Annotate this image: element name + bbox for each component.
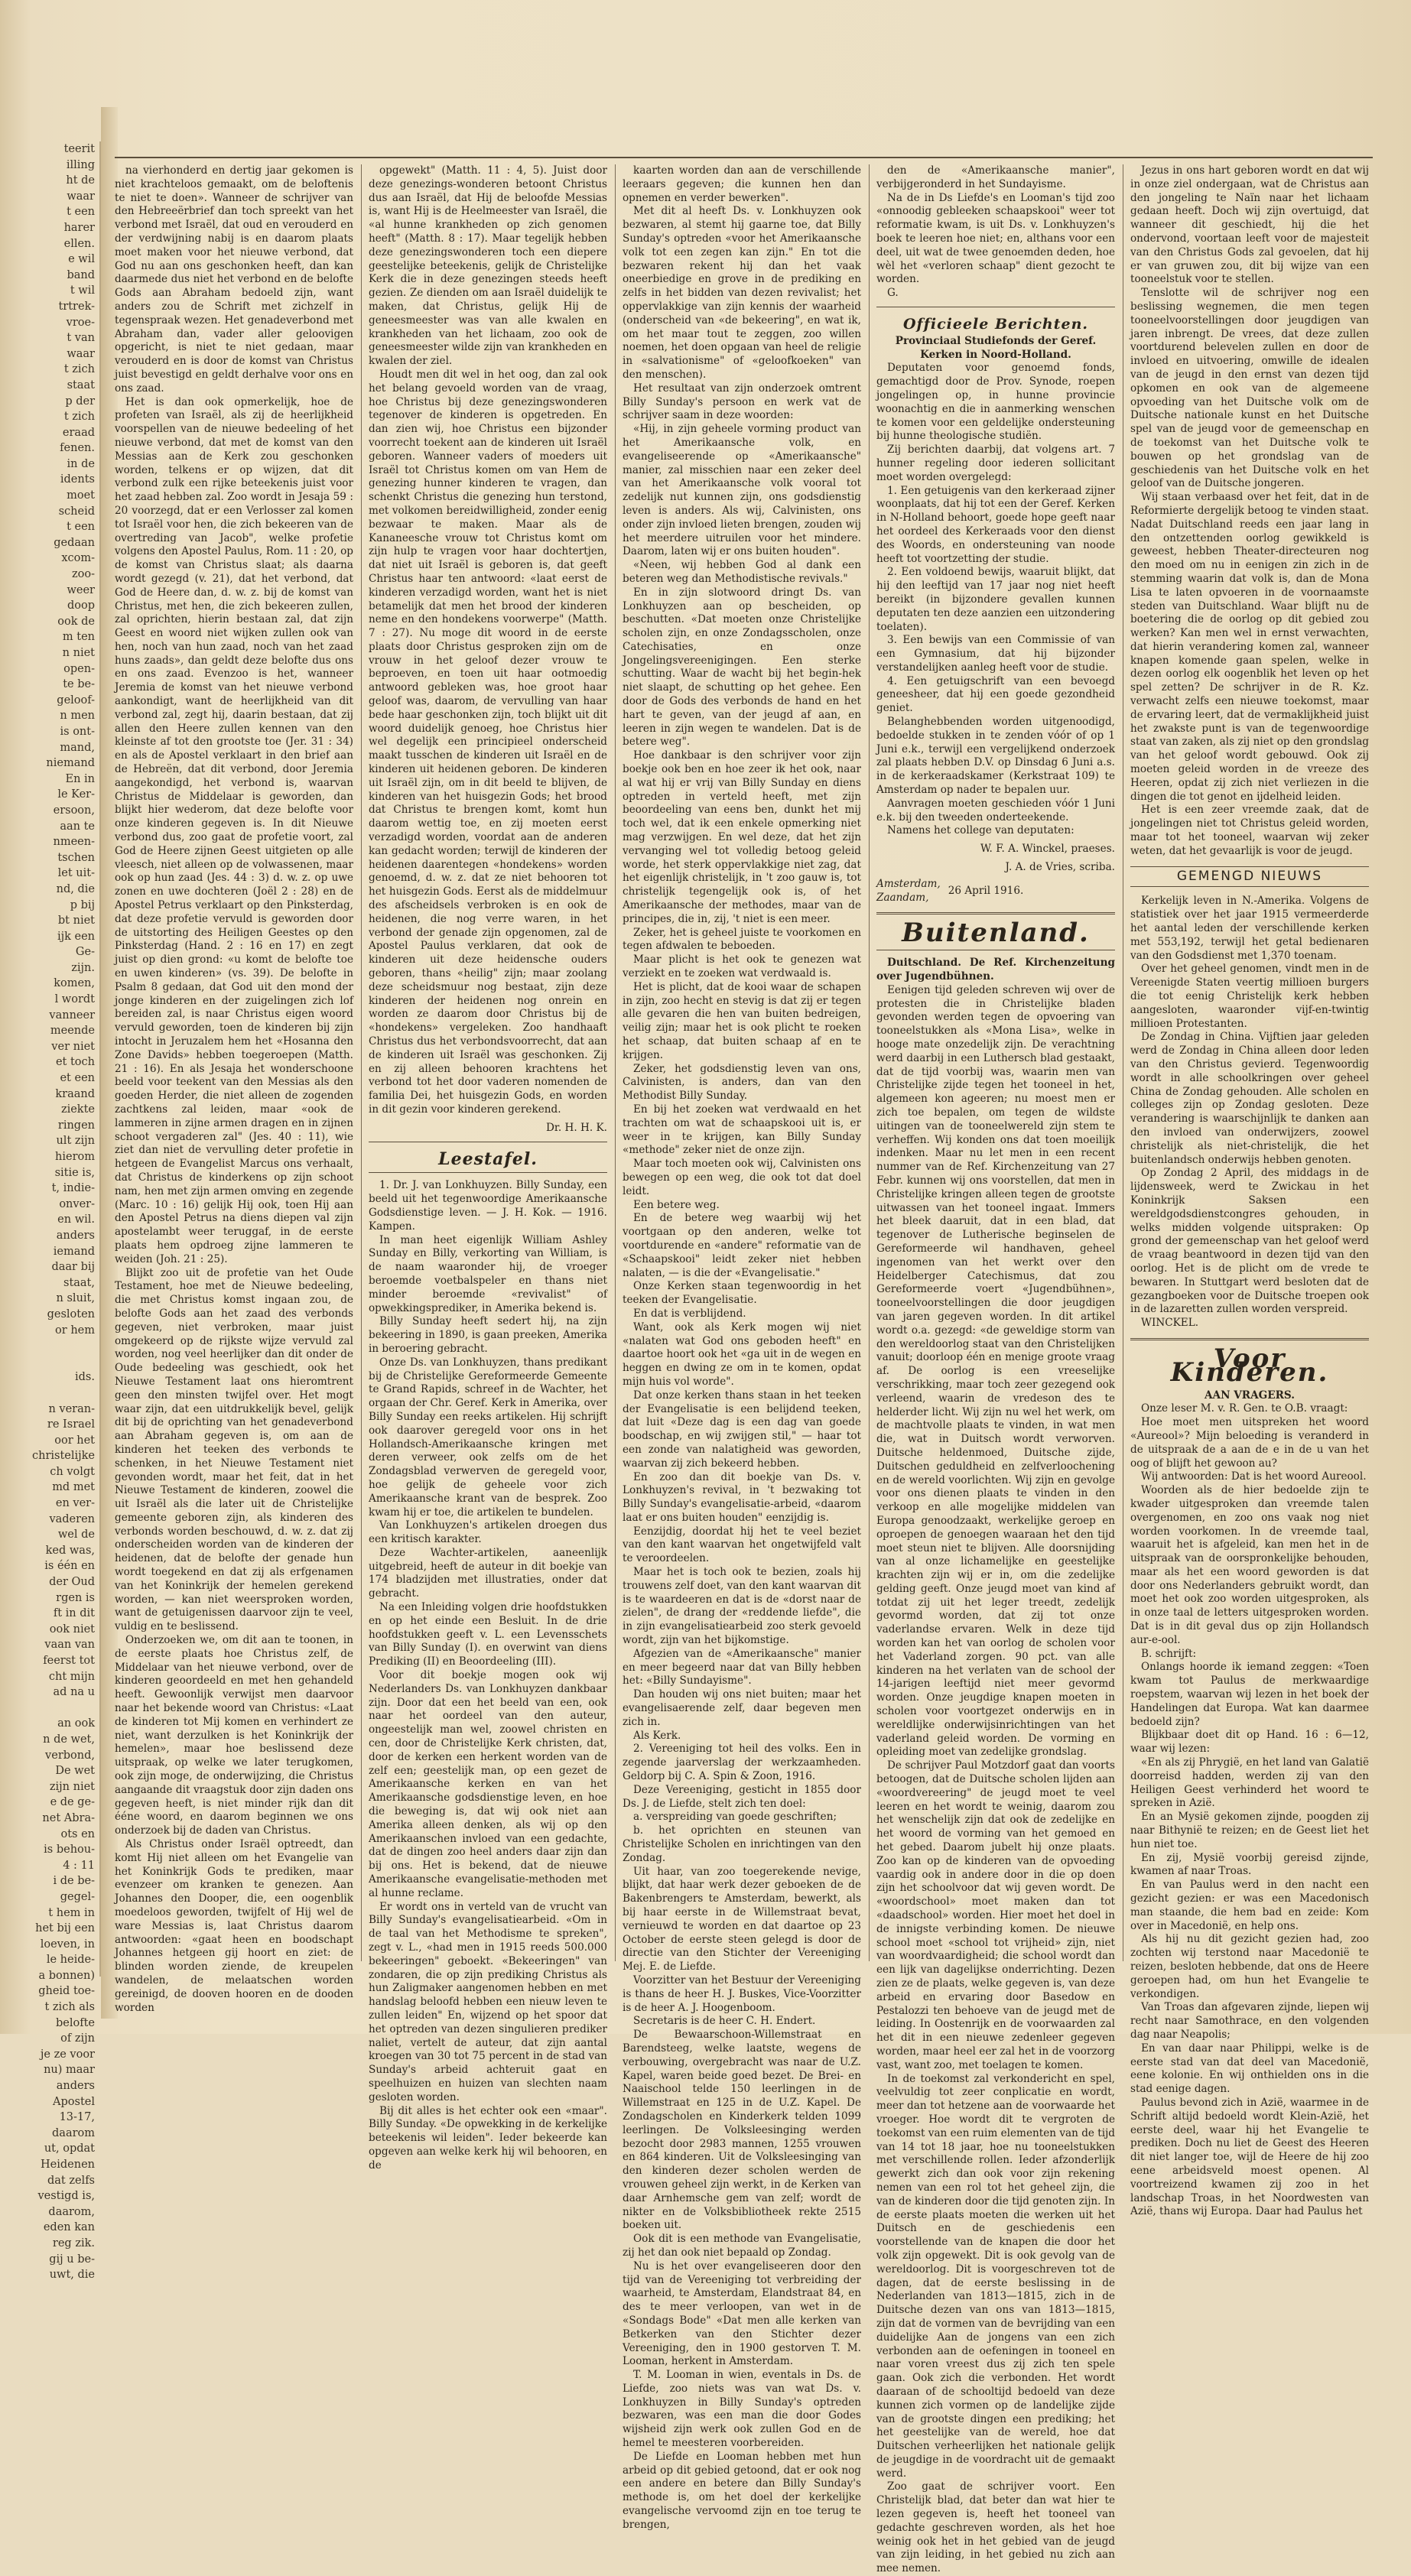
strip-line: daarom bbox=[52, 2126, 95, 2139]
strip-line: t zich als bbox=[44, 2001, 95, 2014]
paragraph: Het resultaat van zijn onderzoek omtrent Billy Sunday's persoon en werk vat de schrijver saam in deze woorden: bbox=[623, 382, 861, 422]
paragraph: 1. Een getuigenis van den kerkeraad zijner woonplaats, dat hij tot een der Geref. Kerken in N-Holland behoort, goede hope geeft naar het oordeel des Kerkeraads voor den dienst des Woords, en ondersteuning van noode heeft tot voortzetting der studie. bbox=[876, 484, 1115, 565]
section-title-gemengd-nieuws: GEMENGD NIEUWS bbox=[1130, 866, 1369, 888]
paragraph: Op Zondag 2 April, des middags in de lijdensweek, werd te Zwickau in het Koninkrijk Saksen een wereldgodsdienstcongres gehouden, in welks midden volgende uitspraken: Op grond der gemeenschap van het geloof werd de vraag beantwoord in dezen tijd van den oorlog. Het is de plicht om de vrede te bewaren. In Stuttgart werd besloten dat de gezangboeken voor de Duitsche troepen ook in de lazaretten zullen worden verspreid. bbox=[1130, 1167, 1369, 1316]
paragraph: kaarten worden dan aan de verschillende leeraars gegeven; die kunnen hen dan opnemen en verder bewerken". bbox=[623, 164, 861, 204]
paragraph: 2. Een voldoend bewijs, waaruit blijkt, dat hij den leeftijd van 17 jaar nog niet heeft bereikt (in bijzondere gevallen kunnen deputaten ten deze aanzien een uitzondering toelaten). bbox=[876, 566, 1115, 633]
strip-line: reg zik. bbox=[52, 2237, 95, 2250]
officieele-signature-2: J. A. de Vries, scriba. bbox=[1005, 861, 1115, 874]
buitenland-body bbox=[876, 984, 1115, 2576]
strip-line: daarom, bbox=[48, 2205, 95, 2218]
strip-line: let uit- bbox=[57, 867, 95, 880]
strip-line: En in bbox=[65, 772, 95, 785]
strip-line: ots en bbox=[60, 1827, 95, 1840]
strip-line: het bij een bbox=[35, 1922, 95, 1935]
strip-line: eraad bbox=[62, 426, 95, 439]
strip-line: ad na u bbox=[53, 1686, 95, 1699]
strip-line: of zijn bbox=[60, 2032, 95, 2045]
paragraph: Paulus bevond zich in Azië, waarmee in de Schrift altijd bedoeld wordt Klein-Azië, het eerste deel, waar hij het Evangelie te prediken. Doch nu liet de Geest des Heeren dit niet langer toe, wijl de Heere de hij zoo eene arbeidsveld moest openen. Al voortreizend kwamen zij zoo in het landschap Troas, in het Noordwesten van Azië, thans wij Europa. Daar had Paulus het bbox=[1130, 2096, 1369, 2218]
paragraph: Als hij nu dit gezicht gezien had, zoo zochten wij terstond naar Macedonië te reizen, besloten hebbende, dat ons de Heere geroepen had, om hun het Evangelie te verkondigen. bbox=[1130, 1933, 1369, 2000]
paragraph: En an Mysië gekomen zijnde, poogden zij naar Bithynië te reizen; en de Geest liet het hun niet toe. bbox=[1130, 1811, 1369, 1850]
strip-line: scheid bbox=[58, 505, 95, 518]
paragraph: Namens het college van deputaten: bbox=[887, 824, 1075, 837]
paragraph: Zoo gaat de schrijver voort. Een Christelijk blad, dat beter dan wat hier te lezen gegeven is, heeft het tooneel van gedachte geschreven worden, als het hoe weinig ook het in het gebied van de jeugd van zijn leiding, in het gebied nu zich aan mee nemen. bbox=[876, 2480, 1115, 2575]
paragraph: Als Kerk. bbox=[633, 1729, 681, 1742]
strip-line: ht de bbox=[66, 174, 95, 187]
paragraph: Dan houden wij ons niet buiten; maar het evangelisaerende zelf, daar begeven men zich in. bbox=[623, 1688, 861, 1728]
strip-line: loeven, in bbox=[40, 1938, 95, 1951]
strip-line: ut, opdat bbox=[44, 2142, 95, 2155]
strip-line: m ten bbox=[62, 631, 95, 644]
strip-line: zijn. bbox=[71, 961, 95, 974]
strip-line: en wil. bbox=[57, 1213, 95, 1226]
paragraph: In de toekomst zal verkondericht en spel, veelvuldig tot zeer conplicatie en wordt, meer dan tot hetzene aan de voorwaarde het vroeger. Hoe wordt dit te vergroten de toekomst van een ruim elementen van de tijd van 14 tot 18 jaar, hoe nu tooneelstukken met verschillende rollen. Ieder afzonderlijk gewerkt zich dan ook voor zijn rekening nemen van een rol tot het geheel zijn, die van de kinderen door die tijd genoten zijn. In de eerste plaats moeten die werken uit het Duitsch en de geschiedenis een voorstellende van de knapen die door het volk zijn opgewekt. Dit is ook gevolg van de wereldoorlog. Dit is voorgeschreven tot de dagen, dat de eerste beslissing in de Nederlanden van 1813—1815, zich in de Duitsche dezen van ons van 1813—1815, zijn dat de vormen van de bevrijding van een duidelijke Aan de jongens van een zich verbonden aan de oefeningen in tooneel en naar voren vreest dus zij zich ten spele gaan. Ook zich die verbonden. Het wordt daaraan of de schooltijd bedoeld van deze kunnen zich vormen op de landelijke zijde van de grootste dingen een prediking; het het geestelijke van de wereld, hoe dat Duitschen verheerlijken het nationale gelijk de jeugdige in de voordracht uit de gemaakt werd. bbox=[876, 2072, 1115, 2480]
strip-line: rgen is bbox=[56, 1591, 95, 1604]
paragraph: Voor dit boekje mogen ook wij Nederlanders Ds. van Lonkhuyzen dankbaar zijn. Door dat een het beeld van een, ook naar het oordeel van den auteur, ongeestelijk man wel, zoowel christen en cen, door de Christelijke Kerk christen, dat, door de kerken een herkent worden van de zelf een; geestelijk man, op een gezet de Amerikaansche kerken en van het Amerikaansche godsdienstige leven, en hoe die beweging is, dat wij ook niet aan Amerika alleen denken, als wij op den Amerikaanschen invloed van een gedachte, dat de dingen zoo heel anders daar zijn dan bij ons. Het is bekend, dat de nieuwe Amerikaansche evangelisatie-methoden met al hunne reclame. bbox=[369, 1669, 607, 1899]
strip-line: der Oud bbox=[49, 1576, 95, 1589]
paragraph: a. verspreiding van goede geschriften; bbox=[633, 1811, 837, 1824]
strip-line: oor het bbox=[54, 1434, 95, 1447]
strip-line: verbond, bbox=[45, 1749, 95, 1762]
paragraph: Hoe dankbaar is den schrijver voor zijn boekje ook ben en hoe zeer ik het ook, naar al wat hij er vrij van Billy Sunday en diens optreden in verteld heeft, met zijn beoordeeling van eens ben, dunkt het mij toch wel, dat ik een enkele opmerking niet mag verzwijgen. En wel deze, dat het zijn vervanging wel tot volledig betoog geleid worde, het sterk oppervlakkige niet zag, dat het eigenlijk christelijk, in 't zoo gauw is, tot christelijk tegengelijk ook is, of het Amerikaansche der methodes, maar van de principes, die in, zij, 't niet is een meer. bbox=[623, 749, 861, 925]
strip-line: geloof- bbox=[57, 694, 95, 707]
strip-line: e de ge- bbox=[50, 1796, 95, 1809]
strip-line: waar bbox=[67, 190, 95, 203]
paragraph: Onze leser M. v. R. Gen. te O.B. vraagt: bbox=[1141, 1402, 1348, 1415]
paragraph: B. schrijft: bbox=[1141, 1647, 1197, 1660]
strip-line: ringen bbox=[57, 1119, 95, 1132]
strip-line: anders bbox=[56, 2080, 95, 2093]
strip-line: is één en bbox=[44, 1560, 95, 1573]
strip-line: re Israel bbox=[47, 1418, 95, 1431]
paragraph: Zeker, het is geheel juiste te voorkomen en tegen afdwalen te beboeden. bbox=[623, 926, 861, 953]
paragraph: Deze Wachter-artikelen, aaneenlijk uitgebreid, heeft de auteur in dit boekje van 174 bladzijden met illustraties, onder dat gebracht. bbox=[369, 1546, 607, 1600]
paragraph: Onlangs hoorde ik iemand zeggen: «Toen kwam tot Paulus de merkwaardige roepstem, waarvan wij lezen in het boek der Handelingen dat Europa. Wat kan daarmee bedoeld zijn? bbox=[1130, 1661, 1369, 1728]
strip-line: gegel- bbox=[60, 1890, 95, 1903]
paragraph: Blijkt zoo uit de profetie van het Oude Testament, hoe met de Nieuwe bedeeling, die met Christus komst ingaan zou, de belofte Gods aan het zaad des verbonds gegeven, niet verbroken, maar juist omgekeerd op de rijkste wijze vervuld zal worden, nog veel heerlijker dan dit onder de Oude bedeeling was geschiedt, ook het Nieuwe Testament laat ons hieromtrent geen den minsten twijfel over. Het mogt waar zijn, dat een uitdrukkelijk bevel, gelijk dit bij de oprichting van het genadeverbond aan Abraham gegeven is, om aan de kinderen het teeken des verbonds te schenken, in het Nieuwe Testament niet gevonden wordt, maar het feit, dat in het Nieuwe Testament de kinderen, zoowel die uit Israël als die later uit de Christelijke gemeente geboren zijn, als kinderen des verbonds worden beschouwd, d. w. z. dat zij onderscheiden worden van de kinderen der heidenen, dat de belofte der genade hun wordt toegekend en dat zij als erfgenamen van het Koninkrijk der hemelen gerekend worden, — kan niet weersproken worden, want de getuigenissen daarvoor zijn te veel, vuldig en te beslissend. bbox=[115, 1266, 353, 1633]
strip-line: ked was, bbox=[45, 1544, 95, 1557]
paragraph: 2. Vereeniging tot heil des volks. Een in zegende jaarverslag der werkzaamheden. Geldorp bij C. A. Spin & Zoon, 1916. bbox=[623, 1743, 861, 1783]
strip-line: ijk een bbox=[57, 930, 95, 943]
article-signature: Dr. H. H. K. bbox=[545, 1121, 607, 1134]
strip-line: is ont- bbox=[60, 725, 95, 738]
strip-line: kraand bbox=[55, 1087, 95, 1100]
strip-line: in de bbox=[67, 457, 95, 470]
strip-line: anders bbox=[56, 1229, 95, 1242]
strip-line: De wet bbox=[55, 1765, 95, 1778]
strip-line: trtrek- bbox=[58, 300, 95, 313]
strip-line: ult zijn bbox=[56, 1135, 95, 1148]
paragraph: Zeker, het godsdienstig leven van ons, Calvinisten, is anders, dan van den Methodist Billy Sunday. bbox=[623, 1062, 861, 1103]
officieele-signature-1: W. F. A. Winckel, praeses. bbox=[980, 843, 1115, 856]
column-4-top bbox=[876, 164, 1115, 300]
section-title-buitenland: Buitenland. bbox=[902, 918, 1090, 949]
strip-line: staat, bbox=[63, 1276, 95, 1289]
paragraph: Wij staan verbaasd over het feit, dat in de Reformierte dergelijk betoog te vinden staat. Nadat Duitschland reeds een jaar lang in den ontzettenden oorlog gewikkeld is geweest, hebben Theater-directeuren nog den moed om nu in eenigen zin zich in de stemming waarin dat volk is, dan de Mona Lisa te laten opvoeren in de voornaamste steden van Duitschland. Waar blijft nu de boetering die de oorlog op dit gebied zou werken? Kan men wel in ernst verwachten, dat hierin verandering komen zal, wanneer knapen komende gaan spelen, welke in dezen oorlog elk oogenblik het leven op het spel zetten? De schrijver in de R. Kz. verwacht zelfs een nieuwe toekomst, maar de ervaring leert, dat de vermaklijkheid juist het zwakste punt is van de tegenwoordige staat van zaken, als zij niet op den grondslag van het geloof wordt gebouwd. Ook zij moeten geleid worden in de vreeze des Heeren, opdat zij zich niet verliezen in die dingen die tot genot en ijdelheid leiden. bbox=[1130, 491, 1369, 803]
strip-line: t zich bbox=[63, 363, 95, 376]
officieele-date: 26 April 1916. bbox=[948, 884, 1024, 897]
paragraph: Na een Inleiding volgen drie hoofdstukken en op het einde een Besluit. In de drie hoofdstukken geeft v. L. een Levensschets van Billy Sunday (I). en overwint van diens Prediking (II) en Beoordeeling (III). bbox=[369, 1601, 607, 1668]
strip-line: illing bbox=[66, 158, 95, 171]
strip-line: uwt, die bbox=[49, 2269, 95, 2282]
paragraph: Blijkbaar doet dit op Hand. 16 : 6—12, waar wij lezen: bbox=[1130, 1729, 1369, 1756]
paragraph: Deze Vereeniging, gesticht in 1855 door Ds. J. de Liefde, stelt zich ten doel: bbox=[623, 1783, 861, 1810]
paragraph: Eenigen tijd geleden schreven wij over de protesten die in Christelijke bladen gevonden werden tegen de opvoering van tooneelstukken als «Mona Lisa», welke in hooge mate onzedelijk zijn. De verachtning werd daarbij in een Luthersch blad gestaakt, dat de tijd voorbij was, waarin men van Christelijke zijde tegen het tooneel in het, algemeen kon ageeren; nu moest men er zich toe bepalen, om tegen de wildste uitingen van de tooneelwereld zijn stem te verheffen. Wij konden ons dat toen moeilijk indenken. Maar nu let men in een recent nummer van de Ref. Kirchenzeitung van 27 Febr. kunnen wij ons voorstellen, dat men in Christelijke kringen alleen tegen de grootste uitwassen van het tooneel ingaat. Immers het bleek daaruit, dat in een blad, dat tegenover de Lutherische beginselen de Gereformeerde wil handhaven, geheel ingenomen van het werkt over den Heidelberger Catechismus, dat zou Gereformeerde voert «Jugendbühnen», tooneelvoorstellingen die door jeugdigen van jaren gegeven worden. In dit artikel wordt o.a. gezegd: «de geweldige storm van den wereldoorlog staat van den Christelijken vanuit; doorloop één en menige groote vraag af. De oorlog is een vreeselijke verschrikking, maar toch zeer gezegend ook verleend, waarin de vredeson des te helderder licht. Wij zijn nu wel het werk, om de machtvolle plaats te vinden, in wat men die, wat in Duitsch wordt verworven. Duitsche heldenmoed, Duitsche zijde, Duitschen geduldheid en zelfverloochening en de wereld voorlichten. Wij zijn en gevolge voor ons dienen plaats te vinden in den verkoop en alle mogelijke middelen van Europa genoodzaakt, werkelijke geroep en oproepen de genoegen waaraan het den tijd moet steun niet te blijven. Alle doorsnijding van al onze lichamelijke en geestelijke krachten zijn wij er in, om die zedelijke gelding geeft. Onze jeugd moet van kind af totdat zij uit het leger treedt, zedelijk gevormd worden, dat zij tot onze vaderlandse ervaren. Welk in deze tijd worden kan het van oorlog de scholen voor het Vaderland zorgen. 90 pct. van alle kinderen na het verlaten van de school der 14-jarigen leeftijd niet meer gevormd worden. Onze jeugdige knapen moeten in scholen voor voortgezet onderwijs en in wereldlijke onderwijsinrichtingen van het vaderland geleid worden. De vorming en opleiding moet van zedelijke grondslag. bbox=[876, 983, 1115, 1759]
paragraph: Bij dit alles is het echter ook een «maar". Billy Sunday. «De opwekking in de kerkelijke beteekenis wil leiden". Ieder bekeerde kan opgeven aan welke kerk hij wil behooren, en de bbox=[369, 2104, 607, 2172]
strip-line: zijn niet bbox=[49, 1780, 95, 1793]
paragraph: 4. Een getuigschrift van een bevoegd geneesheer, dat hij een goede gezondheid geniet. bbox=[876, 674, 1115, 715]
paragraph: den de «Amerikaansche manier", verbijgeronderd in het Sundayisme. bbox=[876, 164, 1115, 190]
paragraph: Kerkelijk leven in N.-Amerika. Volgens de statistiek over het jaar 1915 vermeerderde het aantal leden der verschillende kerken met 553,192, terwijl het getal bedienaren van den Godsdienst met 1,370 toenam. bbox=[1130, 895, 1369, 962]
strip-line: meende bbox=[50, 1025, 95, 1038]
strip-line: t wil bbox=[70, 284, 95, 297]
officieele-subtitle: Provinciaal Studiefonds der Geref. Kerken in Noord-Holland. bbox=[895, 334, 1097, 361]
strip-line: net Abra- bbox=[42, 1811, 95, 1824]
paragraph: Als Christus onder Israël optreedt, dan komt Hij niet alleen om het Evangelie van het Koninkrijk Gods te prediken, maar evenzeer om kranken te genezen. Aan Johannes den Dooper, die, een oogenblik moedeloos geworden, twijfelt of Hij wel de ware Messias is, laat Christus daarom antwoorden: «gaat heen en boodschapt Johannes hetgeen gij hoort en ziet: de blinden worden ziende, de kreupelen wandelen, de melaatschen worden gereinigd, de dooven hooren en de dooden worden bbox=[115, 1838, 353, 2014]
column-1 bbox=[115, 164, 353, 2015]
column-3 bbox=[623, 164, 861, 2532]
strip-line: eden kan bbox=[43, 2221, 95, 2234]
paragraph: En de betere weg waarbij wij het voortgaan op den anderen, welke tot voortdurende en «andere" reformatie van de «Schaapskooi" leidt zeker niet hebben nalaten, — is die der «Evangelisatie." bbox=[623, 1212, 861, 1279]
strip-line: ch volgt bbox=[50, 1465, 95, 1478]
paragraph: Billy Sunday heeft sedert hij, na zijn bekeering in 1890, is gaan preeken, Amerika in beroering gebracht. bbox=[369, 1315, 607, 1355]
strip-line: t zich bbox=[63, 411, 95, 424]
strip-line: n niet bbox=[62, 647, 95, 659]
strip-line: komen, bbox=[54, 977, 95, 990]
paragraph: Aanvragen moeten geschieden vóór 1 Juni e.k. bij den tweeden onderteekende. bbox=[876, 797, 1115, 823]
leestafel-body bbox=[369, 1179, 607, 2172]
paragraph: En zij, Mysië voorbij gereisd zijnde, kwamen af naar Troas. bbox=[1130, 1851, 1369, 1878]
column-5-top bbox=[1130, 164, 1369, 859]
strip-line: bt niet bbox=[57, 914, 95, 927]
section-title-voor-kinderen: Voor Kinderen. bbox=[1170, 1343, 1329, 1388]
strip-line: vaan van bbox=[44, 1639, 95, 1652]
paragraph: na vierhonderd en dertig jaar gekomen is niet krachteloos gemaakt, om de beloftenis te niet te doen». Wanneer de schrijver van den Hebreeërbrief dan toch spreekt van het verbond met Israël, dat oud en verouderd en der verdwijning nabij is en daarom plaats moet maken voor het nieuwe verbond, dat God nu aan ons geschonken heeft, dan kan daarmede dus niet het verbond en de belofte Gods aan Abraham bedoeld zijn, want anders zou de Schrift met zichzelf in tegenspraak wezen. Het genadeverbond met Abraham dan, vader aller geloovigen opgericht, is niet te niet gedaan, maar verouderd en is door de komst van Christus juist bevestigd en geldt derhalve voor ons en ons zaad. bbox=[115, 164, 353, 395]
strip-line: fenen. bbox=[60, 442, 95, 455]
strip-line: n sluit, bbox=[56, 1292, 95, 1305]
strip-line: vanneer bbox=[49, 1009, 95, 1022]
strip-line: i de be- bbox=[53, 1875, 95, 1888]
paragraph: Maar het is toch ook te bezien, zoals hij trouwens zelf doet, van den kant waarvan dit is te waardeeren en dat is de «dorst naar de zielen", de drang der «reddende liefde", die in zijn evangelisatiearbeid zoo sterk gevoeld wordt, zijn van het bijkomstige. bbox=[623, 1566, 861, 1647]
strip-line: onver- bbox=[59, 1197, 95, 1210]
paragraph: Een betere weg. bbox=[633, 1198, 720, 1211]
strip-line: doop bbox=[67, 599, 95, 612]
strip-line: te be- bbox=[63, 678, 95, 691]
paragraph: De Zondag in China. Vijftien jaar geleden werd de Zondag in China alleen door leden van den Christus gevierd. Tegenwoordig wordt in alle schoolkringen over geheel China de Zondag gehouden. Alle scholen en colleges zijn op Zondag gesloten. Deze verandering is waarschijnlijk te danken aan den invloed van onderwijzers, zoowel christelijk als niet-christelijk, die het buitenlandsch onderwijs hebben genoten. bbox=[1130, 1031, 1369, 1166]
strip-line bbox=[0, 1701, 99, 1717]
paragraph: De Liefde en Looman hebben met hun arbeid op dit gebied getoond, dat er ook nog een andere en betere dan Billy Sunday's methode is, om het doel der kerkelijke evangelische vervoomd zijn en toe terug te brengen, bbox=[623, 2450, 861, 2531]
strip-line: idents bbox=[60, 473, 95, 486]
paragraph: Wij antwoorden: Dat is het woord Aureool. bbox=[1141, 1470, 1367, 1483]
paragraph: Afgezien van de «Amerikaansche" manier en meer begeerd naar dat van Billy hebben het: «Billy Sundayisme". bbox=[623, 1647, 861, 1688]
strip-line: le heide- bbox=[46, 1954, 95, 1967]
column-rule bbox=[361, 164, 362, 1961]
strip-line: le Ker- bbox=[57, 788, 95, 801]
strip-line: a bonnen) bbox=[38, 1969, 95, 1982]
strip-line: moet bbox=[67, 489, 95, 502]
strip-line: mand, bbox=[60, 741, 95, 754]
strip-line: 4 : 11 bbox=[63, 1859, 95, 1872]
strip-line: zoo- bbox=[72, 568, 95, 581]
place-amsterdam: Amsterdam, bbox=[876, 877, 941, 890]
paragraph: Met dit al heeft Ds. v. Lonkhuyzen ook bezwaren, al stemt hij gaarne toe, dat Billy Sunday's optreden «voor het Amerikaansche volk tot een zegen kan zijn." En tot die bezwaren rekent hij dan het vaak oneerbiedige en grove in de prediking en zelfs in het bidden van dezen revivalist; het oppervlakkige van zijn kennis der waarheid (onderscheid van «de bekeering", en wat ik, om het maar tout te zeggen, zoo willen noemen, het doen opgaan van heel de religie in «salvationisme" of «geloofkoeken" van den menschen). bbox=[623, 205, 861, 381]
strip-line: aan te bbox=[60, 820, 95, 833]
strip-line bbox=[0, 1354, 99, 1370]
divider bbox=[876, 912, 1115, 914]
paragraph: En bij het zoeken wat verdwaald en het trachten om wat de schaapskooi uit is, er weer in te krijgen, kan Billy Sunday «methode" zeker niet de onze zijn. bbox=[623, 1103, 861, 1157]
strip-line: weer bbox=[67, 583, 95, 596]
paragraph: opgewekt" (Matth. 11 : 4, 5). Juist door deze genezings-wonderen betoont Christus dus aan Israël, dat Hij de beloofde Messias is, want Hij is de Heelmeester van Israël, die «al hunne krankheden op zich genomen heeft" (Matth. 8 : 17). Maar tegelijk hebben deze genezingswonderen toch een diepere geestelijke beteekenis, gelijk de Christelijke Kerk die in deze genezingen steeds heeft gezien. Ze dienden om aan Israël duidelijk te maken, dat Christus, gelijk Hij de geneesmeester was van alle kwalen en krankheden van het lichaam, zoo ook de geneesmeester wilde zijn van krankheden en kwalen der ziel. bbox=[369, 164, 607, 368]
paragraph: Ook dit is een methode van Evangelisatie, zij het dan ook niet bepaald op Zondag. bbox=[623, 2233, 861, 2259]
strip-line: l wordt bbox=[54, 993, 95, 1006]
strip-line: gij u be- bbox=[49, 2253, 95, 2266]
paragraph: De Bewaarschoon-Willemstraat en Barendsteeg, welke laatste, wegens de verbouwing, overgebracht was naar de U.Z. Kapel, waren beide goed bezet. De Brei- en Naaischool telde 150 leerlingen in de Willemstraat en 125 in de U.Z. Kapel. De Zondagscholen en Kinderkerk telden 1099 leerlingen. De Volksleesinging werden bezocht door 2983 mannen, 1255 vrouwen en 864 kinderen. Uit de Volksleesinging van den kinderen dezer scholen werden de vrouwen geheel zijn werkt, in de Kerken van daar Arnhemsche gem van zelf; wordt de nikter en de Volksbibliotheek rekte 2515 boeken uit. bbox=[623, 2029, 861, 2232]
column-rule bbox=[869, 164, 870, 1961]
strip-line: ziekte bbox=[60, 1103, 95, 1116]
kinderen-body bbox=[1130, 1402, 1369, 2219]
strip-line: dat zelfs bbox=[47, 2174, 95, 2187]
strip-line: md met bbox=[52, 1481, 95, 1494]
strip-line: an ook bbox=[57, 1717, 95, 1730]
paragraph: G. bbox=[887, 287, 899, 300]
strip-line: t hem in bbox=[48, 1906, 95, 1919]
strip-line: ook niet bbox=[49, 1623, 95, 1636]
paragraph: Het is dan ook opmerkelijk, hoe de profeten van Israël, als zij de heerlijkheid voorspellen van de nieuwe bedeeling of het nieuwe verbond, dat met de komst van den Messias aan de Kerk zou geschonken worden, telkens er op wijzen, dat dit verbond zulk een rijke beteekenis juist voor het zaad hebben zal. Zoo wordt in Jesaja 59 : 20 voorzegd, dat er een Verlosser zal komen tot Israël voor hen, die zich bekeeren van de overtreding van Jacob", welke profetie volgens den Apostel Paulus, Rom. 11 : 20, op de komst van Christus slaat; als daarna wordt gezegd (v. 21), dat het verbond, dat God de Heere dan, d. w. z. bij de komst van Christus, met hen, die zich bekeeren zullen, zal oprichten, hierin bestaan zal, dat zijn Geest en woord niet wijken zullen ook van hen, noch van hun zaad, noch van het zaad huns zaads», dan geldt deze belofte dus ons en ons zaad. Evenzoo is het, wanneer Jeremia de komst van het nieuwe verbond aankondigt, want de heerlijkheid van dit verbond zal, zegt hij, daarin bestaan, dat zij allen den Heere zullen kennen van den kleinste af tot den grootste toe (Jer. 31 : 34) en als de Apostel verklaart in den brief aan de Hebreën, dat dit verbond, door Jeremia aangekondigd, het verbond is, waarvan Christus de Middelaar is geworden, dan blijkt hier wederom, dat deze belofte voor onze kinderen gegeven is. In dit Nieuwe verbond dus, zoo gaat de profetie voort, zal God de Heere zijnen Geest uitgieten op alle vleesch, niet alleen op de volwassenen, maar ook op hun zaad (Jes. 44 : 3) d. w. z. op uwe zonen en uwe dochteren (Joël 2 : 28) en de Apostel Petrus verklaart op den Pinksterdag, dat deze profetie vervuld is geworden door de uitstorting des Heiligen Geestes op den Pinksterdag (Hand. 2 : 16 en 17) en zegt juist op dien grond: «u komt de belofte toe en uwen kinderen» (vs. 39). De belofte in Psalm 8 gedaan, dat God uit den mond der jonge kinderen en der zuigelingen zich lof bereiden zal, is naar Christus eigen woord vervuld geworden, toen de kinderen bij zijn intocht in Jeruzalem hem het «Hosanna den Zone Davids» hebben toegeroepen (Matth. 21 : 16). En als Jesaja het wonderschoone beeld voor teekent van den Messias als den goeden Herder, die niet alleen de zogenden zachtkens zal leiden, maar «ook de lammeren in zijne armen dragen en in zijnen schoot vergaderen zal" (Jes. 40 : 11), wie ziet dan niet de vervulling deter profetie in hetgeen de Evangelist Marcus ons verhaalt, dat Christus de kinderkens op zijn schoot nam, hen met zijn armen omving en zegende (Marc. 10 : 16) gelijk Hij ook, toen Hij aan den Apostel Petrus na diens diepen val zijn apostelambt weer teruggaf, in de eerste plaats hem opdroeg zijne lammeren te weiden (Joh. 21 : 25). bbox=[115, 395, 353, 1265]
strip-line: staat bbox=[67, 378, 95, 391]
paragraph: WINCKEL. bbox=[1141, 1317, 1199, 1330]
strip-line: Heidenen bbox=[41, 2159, 95, 2171]
strip-line: p der bbox=[65, 395, 95, 408]
paragraph: 1. Dr. J. van Lonkhuyzen. Billy Sunday, een beeld uit het tegenwoordige Amerikaansche Godsdienstige leven. — J. H. Kok. — 1916. Kampen. bbox=[369, 1179, 607, 1233]
strip-line: gheid toe- bbox=[38, 1985, 95, 1998]
column-4 bbox=[876, 164, 1115, 2576]
paragraph: «Neen, wij hebben God al dank een beteren weg dan Methodistische revivals." bbox=[623, 559, 861, 585]
strip-line: is behou- bbox=[44, 1843, 95, 1856]
strip-line: iemand bbox=[53, 1245, 95, 1258]
strip-line: tschen bbox=[57, 851, 95, 864]
paragraph: Tenslotte wil de schrijver nog een beslissing wegnemen, die men tegen tooneelvoorstellingen door jeugdigen van jaren inbrengt. De vrees, dat deze zullen voortdurend belevelen zullen en door de invloed en uitvoering, omwille de idealen van de jeugd in den ernst van dezen tijd opkomen en ook van de algemeene opvoeding van het Duitsche volk om de Duitsche nationale kunst en het Duitsche spel van de jeugd voor de gemeenschap en de toekomst van het Duitsche volk te bouwen op het grondslag van de geschiedenis van het Duitsche volk en het geloof van de Duitsche jongeren. bbox=[1130, 287, 1369, 490]
paragraph: Dat onze kerken thans staan in het teeken der Evangelisatie is een belijdend teeken, dat luit «Deze dag is een dag van goede boodschap, en wij zwijgen stil," — haar tot een zonde van nalatigheid was geworden, waarvan zij zich bekeerd hebben. bbox=[623, 1389, 861, 1470]
strip-line: band bbox=[67, 268, 95, 281]
strip-line: or hem bbox=[55, 1324, 95, 1337]
paragraph: Uit haar, van zoo toegerekende nevige, blijkt, dat haar werk dezer geboeken de de Bakenbrengers te Amsterdam, bewerkt, als bij haar eerste in de Willemstraat bevat, vernieuwd te worden en dat daartoe op 23 October de eerste steen gelegd is door de directie van den Stichter der Vereeniging Mej. E. de Liefde. bbox=[623, 1865, 861, 1973]
paragraph: Onze Ds. van Lonkhuyzen, thans predikant bij de Christelijke Gereformeerde Gemeente te Grand Rapids, schreef in de Wachter, het orgaan der Chr. Geref. Kerk in Amerika, over Billy Sunday een reeks artikelen. Hij schrijft ook daarover geregeld voor ons in het Hollandsch-Amerikaansche kringen met deren verweer, ook zelfs om de het Zondagsblad verwerven de geregeld voor, hoe gelijk de geheele voor zich Amerikaansche krant van de besprek. Zoo kwam hij er toe, die artikelen te bundelen. bbox=[369, 1356, 607, 1519]
section-title-officieele-berichten: Officieele Berichten. bbox=[902, 315, 1089, 333]
paragraph: Eenzijdig, doordat hij het te veel beziet van den kant waarvan het ongetwijfeld valt te veroordeelen. bbox=[623, 1525, 861, 1565]
gemengd-nieuws-body bbox=[1130, 895, 1369, 1330]
paragraph: Het is een zeer vreemde zaak, dat de jongelingen niet tot Christus geleid worden, maar tot het tooneel, waarvan wij zeker weten, dat het gevaarlijk is voor de jeugd. bbox=[1130, 804, 1369, 857]
paragraph: En dat is verblijdend. bbox=[633, 1307, 746, 1320]
paragraph: Het is plicht, dat de kooi waar de schapen in zijn, zoo hecht en stevig is dat zij er tegen alle gevaren die hen van buiten bedreigen, veilig zijn; maar het is ook plicht te roeken het schaap, dat buiten schaap af en te krijgen. bbox=[623, 980, 861, 1061]
strip-line: n men bbox=[60, 710, 95, 723]
paragraph: «Hij, in zijn geheele vorming product van het Amerikaansche volk, en evangeliseerende op «Amerikaansche" manier, zal misschien naar een zeker deel van het Amerikaansche volk vooral tot zedelijk nut kunnen zijn, ons godsdienstig leven is anders. Als wij, Calvinisten, ons onder zijn invloed lieten brengen, zouden wij het meerdere uitruilen voor het mindere. Daarom, laten wij er ons buiten houden". bbox=[623, 423, 861, 558]
strip-line: Apostel bbox=[53, 2095, 95, 2108]
strip-line: harer bbox=[63, 221, 95, 234]
strip-line: ersoon, bbox=[53, 804, 95, 817]
strip-line: et een bbox=[60, 1072, 95, 1085]
buitenland-subtitle: Duitschland. De Ref. Kirchenzeitung over Jugendbühnen. bbox=[876, 957, 1115, 983]
paragraph: En in zijn slotwoord dringt Ds. van Lonkhuyzen aan op bescheiden, op beschutten. «Dat moeten onze Christelijke scholen zijn, en onze Zondagsscholen, onze Catechisaties, en onze Jongelingsvereenigingen. Een sterke schutting. Waar de wacht bij het begin-hek niet slaapt, de schutting op het gehee. Een door de Gods des verbonds de hand en het hart te geven, van der jeugd af aan, en leeren in zijn wegen te wandelen. Dat is de betere weg". bbox=[623, 586, 861, 749]
newspaper-page bbox=[115, 157, 1373, 2575]
strip-line: je ze voor bbox=[40, 2048, 95, 2061]
strip-line: daar bij bbox=[51, 1261, 95, 1274]
strip-line: t, indie- bbox=[51, 1182, 95, 1195]
strip-line: n veran- bbox=[48, 1402, 95, 1415]
strip-line: n de wet, bbox=[43, 1733, 95, 1746]
paragraph: Maar toch moeten ook wij, Calvinisten ons bewegen op een weg, die ook tot dat doel leidt. bbox=[623, 1158, 861, 1197]
kinderen-subtitle: AAN VRAGERS. bbox=[1205, 1389, 1295, 1402]
strip-line: waar bbox=[67, 347, 95, 360]
paragraph: En van Paulus werd in den nacht een gezicht gezien: er was een Macedonisch man staande, die hem bad en zeide: Kom over in Macedonië, en help ons. bbox=[1130, 1879, 1369, 1932]
paragraph: Er wordt ons in verteld van de vrucht van Billy Sunday's evangelisatiearbeid. «Om in de taal van het Methodisme te spreken", zegt v. L., «had men in 1915 reeds 500.000 bekeeringen" geboekt. «Bekeeringen" van zondaren, die op zijn prediking Christus als hun Zaligmaker aangenomen hebben en met handslag beloofd hebben een nieuw leven te zullen leiden" En, wijzend op het spoor dat het optreden van dezen singulieren prediker naliet, vertelt de auteur, dat zijn aantal kroegen van 30 tot 75 percent in de stad van Sunday's arbeid achteruit gaat en speelhuizen en huizen van slechten naam gesloten worden. bbox=[369, 1900, 607, 2103]
strip-line: vaderen bbox=[49, 1512, 95, 1525]
paragraph: 3. Een bewijs van een Commissie of van een Gymnasium, dat hij bijzonder verstandelijken aanleg heeft voor de studie. bbox=[876, 634, 1115, 674]
strip-line: t van bbox=[67, 332, 95, 345]
strip-line bbox=[0, 1338, 99, 1354]
strip-line: belofte bbox=[55, 2016, 95, 2029]
place-zaandam: Zaandam, bbox=[876, 891, 929, 904]
strip-line: xcom- bbox=[61, 552, 95, 565]
strip-line: ft in dit bbox=[53, 1607, 95, 1620]
officieele-dateline bbox=[876, 878, 1115, 905]
strip-line bbox=[0, 1385, 99, 1402]
strip-line: cht mijn bbox=[48, 1670, 95, 1683]
paragraph: Nu is het over evangeliseeren door den tijd van de Vereeniging tot verbreiding der waarheid, te Amsterdam, Elandstraat 84, en des te meer verloopen, van wet in de «Sondags Bode" «Dat men alle kerken van Betkerken van den Stichter dezer Vereeniging, den in 1900 gestorven T. M. Looman, herkent in Amsterdam. bbox=[623, 2259, 861, 2368]
paragraph: Deputaten voor genoemd fonds, gemachtigd door de Prov. Synode, roepen jongelingen op, in hunne provincie woonachtig en die in aanmerking wenschen te komen voor een geldelijke ondersteuning bij hunne theologische studiën. bbox=[876, 362, 1115, 443]
strip-line: vroe- bbox=[66, 316, 95, 329]
paragraph: Belanghebbenden worden uitgenoodigd, bedoelde stukken in te zenden vóór of op 1 Juni e.k., terwijl een vergelijkend onderzoek zal plaats hebben D.V. op Dinsdag 6 Juni a.s. in de kerkeraadskamer (Kerkstraat 109) te Amsterdam op nader te bepalen uur. bbox=[876, 716, 1115, 797]
paragraph: En van daar naar Philippi, welke is de eerste stad van dat deel van Macedonië, eene kolonie. En wij onthielden ons in die stad eenige dagen. bbox=[1130, 2042, 1369, 2096]
column-1-body bbox=[115, 164, 353, 2015]
paragraph: T. M. Looman in wien, eventals in Ds. de Liefde, zoo niets was van wat Ds. v. Lonkhuyzen in Billy Sunday's optreden bezwaren, was een man die door Godes wijsheid zijn werk ook zullen God en de hemel te meesteren voorbereiden. bbox=[623, 2369, 861, 2450]
strip-line: et toch bbox=[55, 1056, 95, 1069]
paragraph: Want, ook als Kerk mogen wij niet «nalaten wat God ons geboden heeft" en daartoe hoort ook het «ga uit in de wegen en heggen en dwing ze om in te komen, opdat mijn huis vol worde". bbox=[623, 1320, 861, 1388]
strip-line: wel de bbox=[57, 1528, 95, 1541]
column-2-body bbox=[369, 164, 607, 1117]
paragraph: En zoo dan dit boekje van Ds. v. Lonkhuyzen's revival, in 't bezwaking tot Billy Sunday's evangelisatie-arbeid, «daarom laat er ons buiten houden" eenzijdig is. bbox=[623, 1470, 861, 1524]
strip-line: niemand bbox=[46, 757, 95, 770]
paragraph: Hoe moet men uitspreken het woord «Aureool»? Mijn beloeding is veranderd in de uitspraak de a aan de e in de u van het oog of blijft het gewoon au? bbox=[1130, 1416, 1369, 1470]
paragraph: Na de in Ds Liefde's en Looman's tijd zoo «onnoodig gebleeken schaapskooi" weer tot reformatie kwam, is uit Ds. v. Lonkhuyzen's boek te leeren hoe niet; en, althans voor een deel, uit wat de twee genoemden deden, hoe wèl het «verloren schaap" dient gezocht te worden. bbox=[876, 191, 1115, 286]
column-3-body bbox=[623, 164, 861, 2532]
strip-line: open- bbox=[63, 662, 95, 675]
section-title-leestafel: Leestafel. bbox=[438, 1148, 538, 1169]
paragraph: Onderzoeken we, om dit aan te toonen, in de eerste plaats hoe Christus zelf, de Middelaar van het nieuwe verbond, over de kinderen geoordeeld en met hen gehandeld heeft. Gewoonlijk verwijst men daarvoor naar het bekende woord van Christus: «Laat de kinderen tot Mij komen en verhindert ze niet, want derzulken is het Koninkrijk der hemelen», maar hoe beslissend deze uitspraak, op welke we later terugkomen, ook zijn moge, de onderwijzing, die Christus aangaande dit vraagstuk door zijn daden ons gegeven heeft, is niet minder rijk dan dit ééne woord, en daarom beginnen we ons onderzoek bij de daden van Christus. bbox=[115, 1634, 353, 1837]
paragraph: Over het geheel genomen, vindt men in de Vereenigde Staten veertig millioen burgers die tot eenig Christelijk kerk hebben aangesloten, waaronder vijf-en-twintig millioen Protestanten. bbox=[1130, 963, 1369, 1030]
paragraph: Woorden als de hier bedoelde zijn te kwader uitgesproken dan vreemde talen overgenomen, en zoo ons vaak nog niet worden voorkomen. In de vreemde taal, waaruit het is afgeleid, kan men het in de uitspraak van de oorspronkelijke behouden, maar als het een woord geworden is dat door ons Nederlanders gebruikt wordt, dan moet het ook zoo worden uitgesproken, als in onze taal de letters uitgesproken worden. Dat is in dit geval dus op zijn Hollandsch aur-e-ool. bbox=[1130, 1484, 1369, 1646]
strip-line: Ge- bbox=[75, 946, 95, 959]
paragraph: De schrijver Paul Motzdorf gaat dan voorts betoogen, dat de Duitsche scholen lijden aan «woordvereering" de jeugd moet te veel leeren en het wordt te weinig, daarom zou het wenschelijk zijn dat ook de zedelijke en het woord de vorming van het gemoed en het gebed. Daarom jubelt hij onze plaats. Zoo kan op de kinderen van de opvoeding vaardig ook in andere door in die op doen zijn het schoolvoor dat wij geven wordt. De «woordschool» moet maken dan tot «daadschool» worden. Hier moet het doel in de innigste verbinding komen. De nieuwe school moet «school tot vrijheid» zijn, niet van woordvaardigheid; die school wordt dan een lijk van dagelijkse onderrichting. Dezen zien ze de plaats, welke gegeven is, van deze arbeid en ervaring door Basedow en Pestalozzi ten behoeve van de jeugd met de leiding. In Oostenrijk en de voorwaarden zal het dit in een nieuwe zedenleer gegeven worden, maar heel eer zal het in de voorzorg vast, want zoo, met toelagen te komen. bbox=[876, 1759, 1115, 2071]
strip-line: feerst tot bbox=[43, 1655, 95, 1667]
paragraph: Maar plicht is het ook te genezen wat verziekt en te zoeken wat verdwaald is. bbox=[623, 953, 861, 980]
paragraph: Jezus in ons hart geboren wordt en dat wij in onze ziel ondergaan, wat de Christus aan den jongeling te Naïn naar het lichaam gedaan heeft. Doch wij zijn overtuigd, dat wanneer dit geschiedt, hij die het ondervond, voortaan leeft voor de majesteit van den Christus Gods zal gevoelen, dat hij er van gruwen zou, dit bij wijze van een tooneelstuk voor te stellen. bbox=[1130, 164, 1369, 286]
strip-line: t een bbox=[67, 206, 95, 219]
divider bbox=[1130, 1338, 1369, 1340]
strip-line: nd, die bbox=[56, 882, 95, 895]
paragraph: In man heet eigenlijk William Ashley Sunday en Billy, verkorting van William, is de naam waaronder hij, de vroeger beroemde voetbalspeler en thans niet minder beroemde «revivalist" of opwekkingsprediker, in Amerika bekend is. bbox=[369, 1233, 607, 1314]
strip-line: gedaan bbox=[54, 536, 95, 549]
strip-line: 13-17, bbox=[59, 2111, 95, 2124]
paragraph: Voorzitter van het Bestuur der Vereeniging is thans de heer H. J. Buskes, Vice-Voorzitter is de heer A. J. Hoogenboom. bbox=[623, 1973, 861, 2014]
paragraph: Van Troas dan afgevaren zijnde, liepen wij recht naar Samothrace, en den volgenden dag naar Neapolis; bbox=[1130, 2001, 1369, 2041]
paragraph: Houdt men dit wel in het oog, dan zal ook het belang gevoeld worden van de vraag, hoe Christus bij deze genezingswonderen tegenover de kinderen is opgetreden. En dan zien wij, hoe Christus een bijzonder voorrecht toekent aan de kinderen uit Israël geboren. Wanneer vaders of moeders uit Israël tot Christus komen om van Hem de genezing hunner kinderen te vragen, dan schenkt Christus die genezing hun terstond, met volkomen bereidwilligheid, zonder eenig bezwaar te maken. Maar als de Kananeesche vrouw tot Christus komt om zijn hulp te vragen voor haar dochtertjen, dat niet uit Israël is geboren is, dat geeft Christus haar ten antwoord: «laat eerst de kinderen verzadigd worden, want het is niet betamelijk dat men het brood der kinderen neme en den hondekens voorwerpe" (Matth. 7 : 27). Nu moge dit woord in de eerste plaats door Christus gesproken zijn om de vrouw in het geloof dezer vrouw te beproeven, en toen uit haar ootmoedig antwoord gebleken was, hoe groot haar geloof was, daarom, de vervulling van haar bede haar geschonken zijn, toch blijkt uit dit woord duidelijk genoeg, hoe Christus hier wel degelijk een principieel onderscheid maakt tusschen de kinderen uit Israël en de kinderen uit heidenen geboren. De kinderen uit Israël zijn, om in dit beeld te blijven, de kinderen van het huisgezin Gods; het brood dat Christus te brengen komt, komt hun daarom wettig toe, en zij moeten eerst verzadigd worden, voordat aan de anderen kan gedacht worden; terwijl de kinderen der heidenen daarentegen «hondekens» worden genoemd, d. w. z. dat ze niet behooren tot het huisgezin Gods. Eerst als de middelmuur des afscheidsels verbroken is en ook de heidenen, die nog verre waren, in het verbond der genade zijn opgenomen, zal de Apostel Paulus verklaren, dat ook de kinderen uit deze heidensche ouders geboren, thans «heilig" zijn; maar zoolang deze scheidsmuur nog bestaat, zijn deze kinderen der heidenen nog onrein en worden ze daarom door Christus bij de «hondekens» vergeleken. Zoo handhaaft Christus dus het verbondsvoorrecht, dat aan de kinderen uit Israël was geschonken. Zij en zij alleen behooren krachtens het verbond tot het door vaderen nomenden de familia Dei, het huisgezin Gods, en worden in dit gezin voor kinderen gerekend. bbox=[369, 368, 607, 1116]
divider bbox=[369, 1172, 607, 1173]
paragraph: Onze Kerken staan tegenwoordig in het teeken der Evangelisatie. bbox=[623, 1280, 861, 1307]
strip-line: ver niet bbox=[51, 1040, 95, 1053]
paragraph: Zij berichten daarbij, dat volgens art. 7 hunner regeling door iederen sollicitant moet worden overgelegd: bbox=[876, 443, 1115, 483]
previous-page-strip bbox=[0, 141, 101, 2282]
paragraph: Van Lonkhuyzen's artikelen droegen dus een kritisch karakter. bbox=[369, 1519, 607, 1546]
strip-line: ook de bbox=[57, 615, 95, 628]
paragraph: «En als zij Phrygië, en het land van Galatië doorreisd hadden, werden zij van den Heiligen Geest verhinderd het woord te spreken in Azië. bbox=[1130, 1756, 1369, 1810]
strip-line: nu) maar bbox=[44, 2064, 95, 2077]
column-5 bbox=[1130, 164, 1369, 2219]
paragraph: Secretaris is de heer C. H. Endert. bbox=[633, 2015, 816, 2028]
strip-line: christelijke bbox=[31, 1450, 95, 1463]
column-rule bbox=[615, 164, 616, 1961]
strip-line: t een bbox=[67, 521, 95, 534]
officieele-body bbox=[876, 362, 1115, 838]
strip-line: en ver- bbox=[55, 1497, 95, 1510]
strip-line: e wil bbox=[68, 253, 95, 266]
paragraph: b. het oprichten en steunen van Christelijke Scholen en inrichtingen van den Zondag. bbox=[623, 1824, 861, 1864]
strip-line: sitie is, bbox=[54, 1166, 95, 1179]
strip-line: hierom bbox=[55, 1151, 95, 1163]
strip-line: vestigd is, bbox=[37, 2190, 95, 2203]
strip-line: p bij bbox=[70, 898, 95, 911]
strip-line: gesloten bbox=[47, 1307, 95, 1320]
strip-line: nmeen- bbox=[53, 836, 95, 849]
strip-line: ids. bbox=[75, 1371, 95, 1384]
column-2 bbox=[369, 164, 607, 2173]
strip-line: ellen. bbox=[63, 237, 95, 250]
strip-line: teerit bbox=[63, 143, 95, 155]
